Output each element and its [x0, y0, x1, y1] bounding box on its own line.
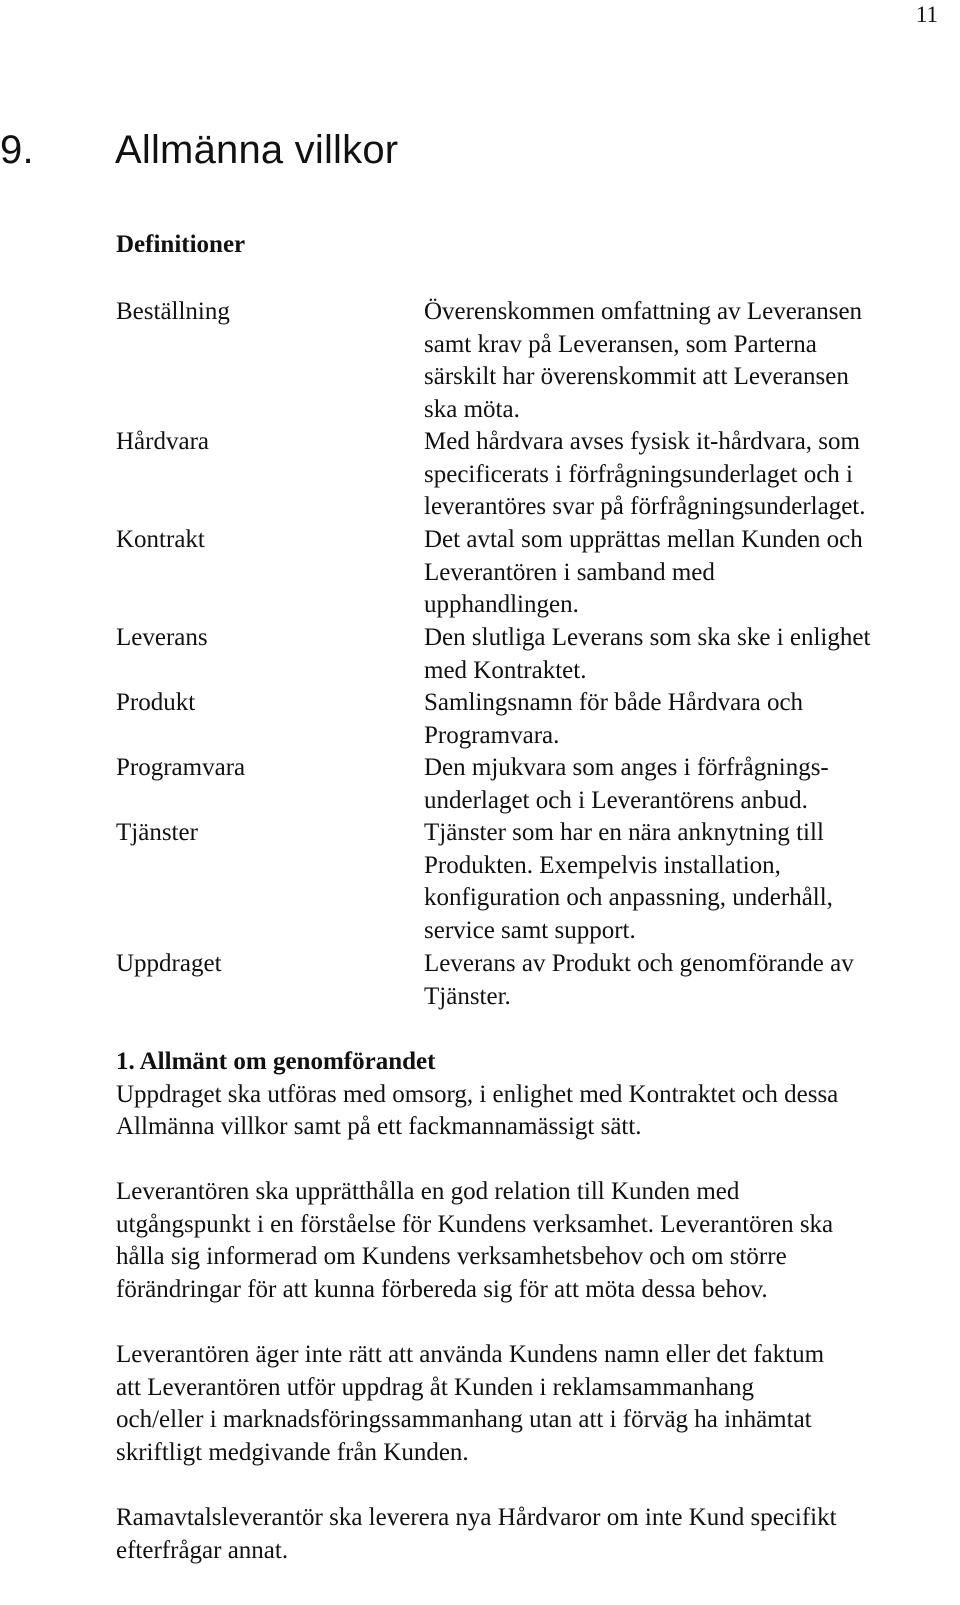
definition-line: med Kontraktet. — [424, 656, 587, 684]
definition-line: Leverantören i samband med — [424, 558, 715, 586]
subsection-paragraph-4 — [116, 1502, 946, 1567]
definition-line: Tjänster som har en nära anknytning till — [424, 819, 824, 846]
definition-desc-bestallning — [424, 296, 944, 426]
definition-line: Överenskommen omfattning av Leveransen — [424, 298, 863, 325]
definition-line: Programvara. — [424, 721, 560, 749]
definition-line: Den mjukvara som anges i förfrågnings- — [424, 754, 829, 781]
definition-desc-leverans — [424, 622, 944, 687]
definition-line: upphandlingen. — [424, 591, 579, 619]
definition-desc-uppdraget — [424, 948, 944, 1013]
definition-term-kontrakt: Kontrakt — [116, 526, 205, 553]
subsection-paragraph-2 — [116, 1176, 946, 1306]
paragraph-line: Uppdraget ska utföras med omsorg, i enlighet med Kontraktet och dessa — [116, 1080, 839, 1108]
definition-term-programvara: Programvara — [116, 754, 246, 781]
definition-line: ska möta. — [424, 395, 520, 423]
definition-term-bestallning: Beställning — [116, 298, 230, 325]
paragraph-line: att Leverantören utför uppdrag åt Kunden i reklamsammanhang — [116, 1373, 754, 1401]
section-number: 9. — [0, 128, 34, 172]
definition-line: Produkten. Exempelvis installation, — [424, 851, 781, 879]
definition-line: underlaget och i Leverantörens anbud. — [424, 786, 808, 814]
definition-line: samt krav på Leveransen, som Parterna — [424, 330, 817, 358]
definition-line: särskilt har överenskommit att Leveransen — [424, 363, 849, 391]
definition-desc-programvara — [424, 752, 944, 817]
section-title-text: Allmänna villkor — [115, 128, 399, 172]
definition-desc-hardvara — [424, 426, 944, 524]
definition-line: Det avtal som upprättas mellan Kunden och — [424, 526, 863, 553]
subsection-paragraph-1 — [116, 1046, 946, 1144]
paragraph-line: skriftligt medgivande från Kunden. — [116, 1438, 469, 1466]
definition-term-uppdraget: Uppdraget — [116, 950, 222, 977]
paragraph-line: Leverantören äger inte rätt att använda Kundens namn eller det faktum — [116, 1341, 825, 1368]
definition-line: Den slutliga Leverans som ska ske i enlighet — [424, 624, 871, 651]
page-number: 11 — [915, 2, 938, 27]
definition-line: Med hårdvara avses fysisk it-hårdvara, som — [424, 428, 860, 455]
paragraph-line: Allmänna villkor samt på ett fackmannamässigt sätt. — [116, 1113, 642, 1141]
definition-desc-produkt — [424, 687, 944, 752]
subsection-heading: 1. Allmänt om genomförandet — [116, 1048, 436, 1075]
subsection-paragraph-3 — [116, 1339, 946, 1469]
paragraph-line: utgångspunkt i en förståelse för Kundens verksamhet. Leverantören ska — [116, 1210, 834, 1238]
section-title — [0, 128, 398, 173]
definition-line: specificerats i förfrågningsunderlaget och i — [424, 460, 853, 488]
definition-line: konfiguration och anpassning, underhåll, — [424, 884, 833, 912]
paragraph-line: hålla sig informerad om Kundens verksamhetsbehov och om större — [116, 1243, 787, 1271]
definition-line: Leverans av Produkt och genomförande av — [424, 950, 854, 977]
definition-desc-kontrakt — [424, 524, 944, 622]
paragraph-line: och/eller i marknadsföringssammanhang utan att i förväg ha inhämtat — [116, 1406, 812, 1434]
definition-term-leverans: Leverans — [116, 624, 208, 651]
paragraph-line: efterfrågar annat. — [116, 1536, 289, 1564]
definition-term-produkt: Produkt — [116, 689, 196, 716]
definition-desc-tjanster — [424, 817, 944, 947]
definition-term-hardvara: Hårdvara — [116, 428, 209, 455]
definition-line: Samlingsnamn för både Hårdvara och — [424, 689, 804, 716]
definition-term-tjanster: Tjänster — [116, 819, 198, 846]
paragraph-line: Ramavtalsleverantör ska leverera nya Hårdvaror om inte Kund specifikt — [116, 1504, 837, 1531]
definition-line: leverantöres svar på förfrågningsunderlaget. — [424, 493, 866, 521]
paragraph-line: Leverantören ska upprätthålla en god relation till Kunden med — [116, 1178, 740, 1205]
definition-line: service samt support. — [424, 916, 636, 944]
definitions-heading: Definitioner — [116, 231, 246, 258]
definition-line: Tjänster. — [424, 982, 511, 1010]
paragraph-line: förändringar för att kunna förbereda sig för att möta dessa behov. — [116, 1275, 768, 1303]
